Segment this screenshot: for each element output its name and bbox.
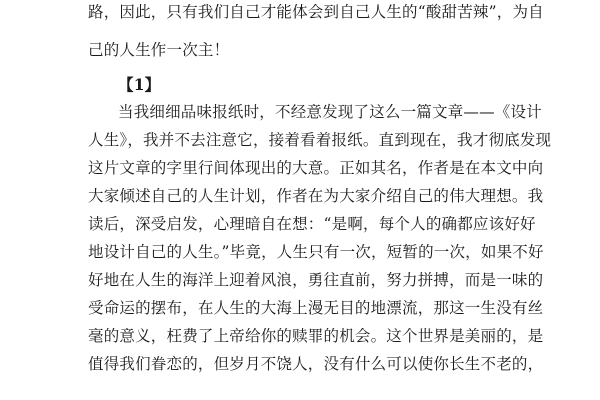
body-line-4: 大家倾述自己的人生计划，作者在为大家介绍自己的伟大理想。我 [88, 187, 544, 205]
body-line-10: 值得我们眷恋的，但岁月不饶人，没有什么可以使你长生不老的， [88, 355, 544, 373]
body-line-2: 人生》，我并不去注意它，接着看着报纸。直到现在，我才彻底发现 [88, 131, 552, 149]
intro-line-1: 路，因此，只有我们自己才能体会到自己人生的“酸甜苦辣”，为自 [88, 3, 544, 21]
body-line-8: 受命运的摆布，在人生的大海上漫无目的地漂流，那这一生没有丝 [88, 299, 544, 317]
body-line-7: 好地在人生的海洋上迎着风浪，勇往直前，努力拼搏，而是一味的 [88, 271, 544, 289]
body-line-6: 地设计自己的人生。”毕竟，人生只有一次，短暂的一次，如果不好 [88, 243, 544, 261]
body-line-1: 当我细细品味报纸时，不经意发现了这么一篇文章——《设计 [118, 103, 542, 121]
body-line-3: 这片文章的字里行间体现出的大意。正如其名，作者是在本文中向 [88, 159, 544, 177]
section-heading: 【1】 [118, 75, 161, 94]
intro-line-2: 己的人生作一次主！ [88, 41, 230, 59]
body-line-9: 毫的意义，枉费了上帝给你的赎罪的机会。这个世界是美丽的，是 [88, 327, 544, 345]
body-line-5: 读后，深受启发，心理暗自在想：“是啊，每个人的确都应该好好 [88, 215, 536, 233]
